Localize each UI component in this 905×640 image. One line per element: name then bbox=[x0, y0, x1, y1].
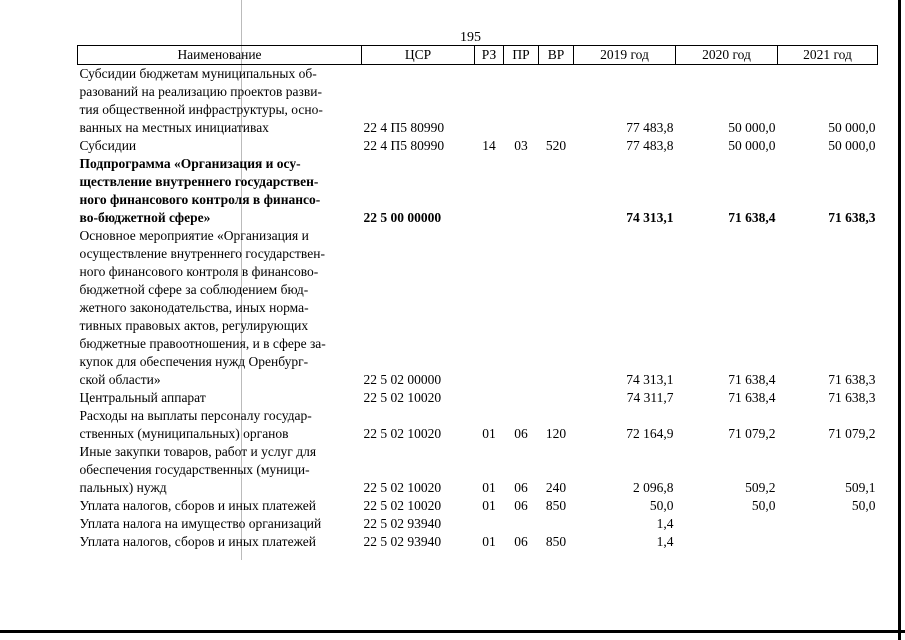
name-line: Расходы на выплаты персоналу государ- bbox=[79, 408, 312, 423]
row-pr: 06 bbox=[514, 498, 528, 513]
row-vr: 850 bbox=[545, 498, 567, 513]
name-line: Уплата налогов, сборов и иных платежей bbox=[79, 534, 316, 549]
name-line: обеспечения государственных (муници- bbox=[79, 462, 310, 477]
budget-table bbox=[77, 45, 878, 551]
row-value-2019: 72 164,9 bbox=[626, 426, 674, 441]
row-rz bbox=[475, 155, 504, 227]
table-header-row bbox=[78, 46, 878, 65]
row-csr: 22 5 02 10020 bbox=[363, 498, 442, 513]
row-value-2020: 50,0 bbox=[751, 498, 776, 513]
name-line: Субсидии bbox=[79, 138, 137, 153]
row-value-2021 bbox=[778, 533, 878, 551]
table-row bbox=[78, 443, 878, 497]
row-value-2019: 50,0 bbox=[649, 498, 674, 513]
header-vr: ВР bbox=[539, 46, 574, 65]
row-value-2019: 74 311,7 bbox=[626, 390, 674, 405]
row-csr: 22 5 02 00000 bbox=[363, 372, 442, 387]
table-row bbox=[78, 155, 878, 227]
row-rz bbox=[475, 227, 504, 389]
row-vr: 240 bbox=[545, 480, 567, 495]
row-value-2021: 71 638,3 bbox=[828, 372, 876, 387]
name-line: осуществление внутреннего государствен- bbox=[79, 246, 325, 261]
row-csr: 22 5 02 10020 bbox=[363, 426, 442, 441]
name-line: ственных (муниципальных) органов bbox=[79, 426, 289, 441]
row-vr bbox=[539, 65, 574, 138]
row-vr: 850 bbox=[545, 534, 567, 549]
row-vr bbox=[539, 155, 574, 227]
table-row bbox=[78, 407, 878, 443]
row-rz: 01 bbox=[482, 534, 496, 549]
row-value-2019: 74 313,1 bbox=[626, 372, 674, 387]
row-value-2020: 50 000,0 bbox=[728, 138, 776, 153]
page-number: 195 bbox=[460, 30, 481, 45]
row-value-2019: 2 096,8 bbox=[633, 480, 674, 495]
name-line: купок для обеспечения нужд Оренбург- bbox=[79, 354, 309, 369]
header-rz: РЗ bbox=[475, 46, 504, 65]
row-vr bbox=[539, 389, 574, 407]
row-rz: 01 bbox=[482, 480, 496, 495]
row-value-2020 bbox=[676, 515, 778, 533]
row-value-2019: 74 313,1 bbox=[626, 210, 674, 225]
row-value-2020: 509,2 bbox=[745, 480, 776, 495]
header-csr: ЦСР bbox=[362, 46, 475, 65]
row-vr bbox=[539, 227, 574, 389]
header-pr: ПР bbox=[504, 46, 539, 65]
row-value-2020: 71 638,4 bbox=[728, 372, 776, 387]
row-rz bbox=[475, 515, 504, 533]
row-name bbox=[78, 137, 362, 155]
name-line: разований на реализацию проектов разви- bbox=[79, 84, 322, 99]
name-line: жетного законодательства, иных норма- bbox=[79, 300, 309, 315]
row-value-2021: 50 000,0 bbox=[828, 138, 876, 153]
row-value-2021 bbox=[778, 515, 878, 533]
row-name bbox=[78, 65, 362, 138]
row-rz: 14 bbox=[482, 138, 496, 153]
row-vr bbox=[539, 515, 574, 533]
table-row bbox=[78, 65, 878, 138]
row-value-2020: 71 079,2 bbox=[728, 426, 776, 441]
name-line: Центральный аппарат bbox=[79, 390, 206, 405]
row-pr: 06 bbox=[514, 534, 528, 549]
name-line: тивных правовых актов, регулирующих bbox=[79, 318, 309, 333]
name-line: Основное мероприятие «Организация и bbox=[79, 228, 309, 243]
row-value-2021: 71 079,2 bbox=[828, 426, 876, 441]
row-pr bbox=[504, 65, 539, 138]
page-border-bottom bbox=[0, 630, 905, 633]
row-value-2019: 77 483,8 bbox=[626, 120, 674, 135]
row-value-2020: 71 638,4 bbox=[728, 390, 776, 405]
row-vr: 120 bbox=[545, 426, 567, 441]
row-name bbox=[78, 407, 362, 443]
row-name bbox=[78, 497, 362, 515]
row-name bbox=[78, 515, 362, 533]
table-row bbox=[78, 497, 878, 515]
name-line: ществление внутреннего государствен- bbox=[79, 174, 319, 189]
name-line: ного финансового контроля в финансово- bbox=[79, 264, 319, 279]
row-value-2020: 71 638,4 bbox=[728, 210, 776, 225]
header-2020: 2020 год bbox=[676, 46, 778, 65]
row-value-2019: 77 483,8 bbox=[626, 138, 674, 153]
row-pr bbox=[504, 389, 539, 407]
row-rz: 01 bbox=[482, 426, 496, 441]
row-csr: 22 5 02 93940 bbox=[363, 534, 442, 549]
row-csr: 22 5 00 00000 bbox=[363, 210, 442, 225]
row-vr: 520 bbox=[545, 138, 567, 153]
table-body bbox=[78, 65, 878, 552]
header-name: Наименование bbox=[78, 46, 362, 65]
row-value-2019: 1,4 bbox=[656, 516, 674, 531]
row-name bbox=[78, 443, 362, 497]
name-line: Иные закупки товаров, работ и услуг для bbox=[79, 444, 317, 459]
header-2019: 2019 год bbox=[574, 46, 676, 65]
name-line: ного финансового контроля в финансо- bbox=[79, 192, 321, 207]
row-value-2019: 1,4 bbox=[656, 534, 674, 549]
table-row bbox=[78, 533, 878, 551]
row-value-2020 bbox=[676, 533, 778, 551]
row-pr bbox=[504, 227, 539, 389]
row-value-2021: 71 638,3 bbox=[828, 390, 876, 405]
row-csr: 22 5 02 93940 bbox=[363, 516, 442, 531]
row-csr: 22 4 П5 80990 bbox=[363, 120, 445, 135]
header-2021: 2021 год bbox=[778, 46, 878, 65]
name-line: ской области» bbox=[79, 372, 161, 387]
row-pr: 06 bbox=[514, 480, 528, 495]
name-line: бюджетные правоотношения, и в сфере за- bbox=[79, 336, 326, 351]
table-row bbox=[78, 389, 878, 407]
row-value-2021: 50,0 bbox=[851, 498, 876, 513]
name-line: Подпрограмма «Организация и осу- bbox=[79, 156, 301, 171]
name-line: бюджетной сфере за соблюдением бюд- bbox=[79, 282, 309, 297]
row-value-2021: 50 000,0 bbox=[828, 120, 876, 135]
name-line: во-бюджетной сфере» bbox=[79, 210, 211, 225]
name-line: Уплата налогов, сборов и иных платежей bbox=[79, 498, 316, 513]
row-value-2020: 50 000,0 bbox=[728, 120, 776, 135]
table-row bbox=[78, 515, 878, 533]
row-csr: 22 5 02 10020 bbox=[363, 480, 442, 495]
row-value-2021: 509,1 bbox=[845, 480, 876, 495]
name-line: ванных на местных инициативах bbox=[79, 120, 269, 135]
row-name bbox=[78, 389, 362, 407]
row-pr: 03 bbox=[514, 138, 528, 153]
row-pr bbox=[504, 515, 539, 533]
name-line: Уплата налога на имущество организаций bbox=[79, 516, 322, 531]
row-rz: 01 bbox=[482, 498, 496, 513]
row-value-2021: 71 638,3 bbox=[828, 210, 876, 225]
name-line: Субсидии бюджетам муниципальных об- bbox=[79, 66, 317, 81]
row-rz bbox=[475, 389, 504, 407]
row-name bbox=[78, 155, 362, 227]
page-border-right bbox=[898, 0, 901, 640]
row-pr: 06 bbox=[514, 426, 528, 441]
row-csr: 22 5 02 10020 bbox=[363, 390, 442, 405]
row-name bbox=[78, 533, 362, 551]
table-row bbox=[78, 227, 878, 389]
table-row bbox=[78, 137, 878, 155]
name-line: тия общественной инфраструктуры, осно- bbox=[79, 102, 323, 117]
name-line: пальных) нужд bbox=[79, 480, 167, 495]
row-name bbox=[78, 227, 362, 389]
row-rz bbox=[475, 65, 504, 138]
row-csr: 22 4 П5 80990 bbox=[363, 138, 445, 153]
row-pr bbox=[504, 155, 539, 227]
